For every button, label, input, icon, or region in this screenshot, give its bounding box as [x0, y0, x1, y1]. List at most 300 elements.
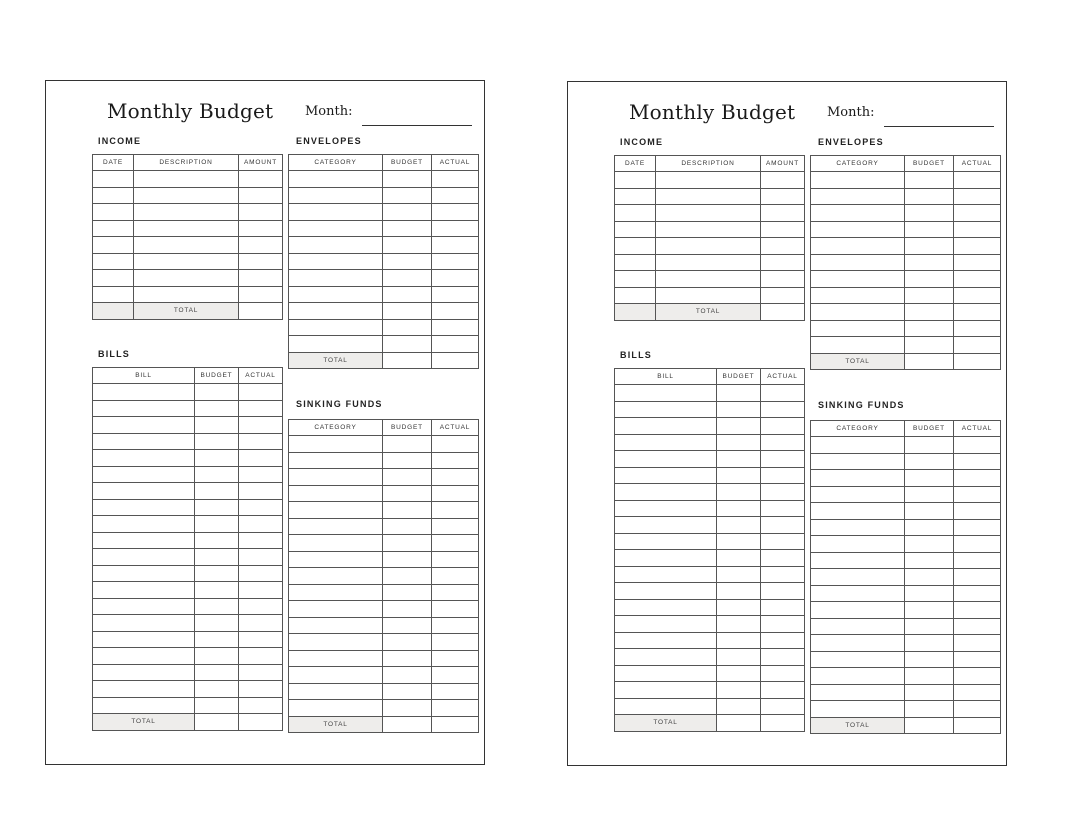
table-cell[interactable] — [954, 221, 1001, 238]
table-cell[interactable] — [239, 648, 283, 665]
table-cell[interactable] — [615, 172, 656, 189]
table-cell[interactable] — [615, 566, 717, 583]
table-cell[interactable] — [289, 237, 383, 254]
table-cell[interactable] — [93, 171, 134, 188]
table-cell[interactable] — [717, 451, 761, 468]
table-cell[interactable] — [134, 187, 239, 204]
table-cell[interactable] — [383, 683, 432, 700]
table-cell[interactable] — [811, 585, 905, 602]
table-cell[interactable] — [432, 667, 479, 684]
table-cell[interactable] — [954, 271, 1001, 288]
table-cell[interactable] — [954, 536, 1001, 553]
table-cell[interactable] — [289, 700, 383, 717]
table-cell[interactable] — [383, 502, 432, 519]
table-cell[interactable] — [615, 698, 717, 715]
table-cell[interactable] — [289, 187, 383, 204]
table-cell[interactable] — [239, 631, 283, 648]
table-cell[interactable] — [383, 452, 432, 469]
table-cell[interactable] — [905, 701, 954, 718]
table-cell[interactable] — [432, 551, 479, 568]
table-cell[interactable] — [954, 470, 1001, 487]
table-cell[interactable] — [289, 469, 383, 486]
table-cell[interactable] — [811, 486, 905, 503]
table-cell[interactable] — [432, 700, 479, 717]
table-cell[interactable] — [761, 172, 805, 189]
table-cell[interactable] — [134, 253, 239, 270]
table-cell[interactable] — [811, 172, 905, 189]
table-cell[interactable] — [905, 188, 954, 205]
table-cell[interactable] — [93, 582, 195, 599]
table-cell[interactable] — [289, 535, 383, 552]
table-cell[interactable] — [954, 552, 1001, 569]
table-cell[interactable] — [905, 453, 954, 470]
table-cell[interactable] — [905, 271, 954, 288]
table-cell[interactable] — [195, 499, 239, 516]
table-cell[interactable] — [93, 237, 134, 254]
table-cell[interactable] — [761, 599, 805, 616]
table-cell[interactable] — [383, 253, 432, 270]
table-cell[interactable] — [656, 221, 761, 238]
table-cell[interactable] — [383, 187, 432, 204]
sinking-total-actual[interactable] — [432, 716, 479, 733]
table-cell[interactable] — [905, 221, 954, 238]
table-cell[interactable] — [239, 499, 283, 516]
table-cell[interactable] — [289, 253, 383, 270]
table-cell[interactable] — [432, 319, 479, 336]
table-cell[interactable] — [811, 304, 905, 321]
table-cell[interactable] — [432, 502, 479, 519]
table-cell[interactable] — [717, 500, 761, 517]
table-cell[interactable] — [761, 238, 805, 255]
table-cell[interactable] — [954, 254, 1001, 271]
table-cell[interactable] — [432, 253, 479, 270]
table-cell[interactable] — [656, 188, 761, 205]
table-cell[interactable] — [811, 618, 905, 635]
table-cell[interactable] — [239, 549, 283, 566]
table-cell[interactable] — [239, 187, 283, 204]
table-cell[interactable] — [761, 467, 805, 484]
table-cell[interactable] — [289, 584, 383, 601]
table-cell[interactable] — [905, 304, 954, 321]
table-cell[interactable] — [905, 254, 954, 271]
table-cell[interactable] — [289, 683, 383, 700]
table-cell[interactable] — [432, 535, 479, 552]
table-cell[interactable] — [717, 484, 761, 501]
table-cell[interactable] — [239, 220, 283, 237]
table-cell[interactable] — [954, 172, 1001, 189]
table-cell[interactable] — [195, 384, 239, 401]
table-cell[interactable] — [615, 632, 717, 649]
table-cell[interactable] — [239, 516, 283, 533]
table-cell[interactable] — [93, 187, 134, 204]
table-cell[interactable] — [905, 602, 954, 619]
table-cell[interactable] — [93, 253, 134, 270]
table-cell[interactable] — [383, 286, 432, 303]
table-cell[interactable] — [383, 584, 432, 601]
table-cell[interactable] — [811, 188, 905, 205]
table-cell[interactable] — [761, 632, 805, 649]
table-cell[interactable] — [615, 434, 717, 451]
table-cell[interactable] — [615, 205, 656, 222]
table-cell[interactable] — [195, 664, 239, 681]
table-cell[interactable] — [383, 270, 432, 287]
table-cell[interactable] — [432, 204, 479, 221]
table-cell[interactable] — [811, 205, 905, 222]
table-cell[interactable] — [717, 698, 761, 715]
table-cell[interactable] — [93, 615, 195, 632]
table-cell[interactable] — [811, 287, 905, 304]
table-cell[interactable] — [954, 486, 1001, 503]
table-cell[interactable] — [905, 486, 954, 503]
bills-total-actual[interactable] — [239, 714, 283, 731]
table-cell[interactable] — [134, 171, 239, 188]
table-cell[interactable] — [615, 271, 656, 288]
table-cell[interactable] — [905, 651, 954, 668]
table-cell[interactable] — [239, 598, 283, 615]
table-cell[interactable] — [615, 682, 717, 699]
table-cell[interactable] — [432, 568, 479, 585]
table-cell[interactable] — [239, 286, 283, 303]
table-cell[interactable] — [383, 204, 432, 221]
table-cell[interactable] — [432, 171, 479, 188]
table-cell[interactable] — [954, 602, 1001, 619]
table-cell[interactable] — [432, 452, 479, 469]
table-cell[interactable] — [761, 665, 805, 682]
table-cell[interactable] — [811, 254, 905, 271]
table-cell[interactable] — [761, 188, 805, 205]
bills-total-actual[interactable] — [761, 715, 805, 732]
table-cell[interactable] — [289, 319, 383, 336]
table-cell[interactable] — [239, 483, 283, 500]
table-cell[interactable] — [289, 518, 383, 535]
table-cell[interactable] — [289, 634, 383, 651]
table-cell[interactable] — [761, 385, 805, 402]
table-cell[interactable] — [383, 700, 432, 717]
table-cell[interactable] — [289, 667, 383, 684]
table-cell[interactable] — [615, 517, 717, 534]
table-cell[interactable] — [93, 483, 195, 500]
table-cell[interactable] — [954, 651, 1001, 668]
table-cell[interactable] — [615, 221, 656, 238]
sinking-total-actual[interactable] — [954, 717, 1001, 734]
table-cell[interactable] — [615, 550, 717, 567]
table-cell[interactable] — [761, 221, 805, 238]
table-cell[interactable] — [289, 286, 383, 303]
table-cell[interactable] — [93, 499, 195, 516]
table-cell[interactable] — [239, 565, 283, 582]
sinking-total-budget[interactable] — [905, 717, 954, 734]
table-cell[interactable] — [954, 684, 1001, 701]
table-cell[interactable] — [811, 569, 905, 586]
table-cell[interactable] — [93, 466, 195, 483]
table-cell[interactable] — [656, 238, 761, 255]
table-cell[interactable] — [93, 384, 195, 401]
table-cell[interactable] — [761, 517, 805, 534]
table-cell[interactable] — [761, 205, 805, 222]
table-cell[interactable] — [239, 204, 283, 221]
table-cell[interactable] — [954, 453, 1001, 470]
table-cell[interactable] — [432, 650, 479, 667]
table-cell[interactable] — [761, 500, 805, 517]
table-cell[interactable] — [761, 451, 805, 468]
table-cell[interactable] — [195, 400, 239, 417]
table-cell[interactable] — [811, 701, 905, 718]
table-cell[interactable] — [195, 697, 239, 714]
table-cell[interactable] — [195, 615, 239, 632]
table-cell[interactable] — [615, 238, 656, 255]
table-cell[interactable] — [811, 602, 905, 619]
table-cell[interactable] — [383, 171, 432, 188]
table-cell[interactable] — [432, 485, 479, 502]
table-cell[interactable] — [239, 697, 283, 714]
table-cell[interactable] — [656, 205, 761, 222]
table-cell[interactable] — [289, 551, 383, 568]
table-cell[interactable] — [134, 204, 239, 221]
table-cell[interactable] — [811, 337, 905, 354]
table-cell[interactable] — [717, 665, 761, 682]
month-entry-line[interactable] — [884, 126, 994, 127]
table-cell[interactable] — [93, 681, 195, 698]
table-cell[interactable] — [383, 617, 432, 634]
table-cell[interactable] — [289, 568, 383, 585]
table-cell[interactable] — [383, 436, 432, 453]
table-cell[interactable] — [615, 385, 717, 402]
table-cell[interactable] — [93, 433, 195, 450]
table-cell[interactable] — [717, 401, 761, 418]
table-cell[interactable] — [954, 337, 1001, 354]
table-cell[interactable] — [905, 503, 954, 520]
table-cell[interactable] — [383, 303, 432, 320]
table-cell[interactable] — [289, 336, 383, 353]
envelopes-total-actual[interactable] — [954, 353, 1001, 370]
table-cell[interactable] — [717, 467, 761, 484]
table-cell[interactable] — [811, 503, 905, 520]
table-cell[interactable] — [905, 585, 954, 602]
table-cell[interactable] — [195, 648, 239, 665]
table-cell[interactable] — [93, 400, 195, 417]
table-cell[interactable] — [383, 518, 432, 535]
table-cell[interactable] — [93, 532, 195, 549]
table-cell[interactable] — [383, 601, 432, 618]
table-cell[interactable] — [615, 484, 717, 501]
table-cell[interactable] — [615, 649, 717, 666]
table-cell[interactable] — [954, 304, 1001, 321]
table-cell[interactable] — [905, 205, 954, 222]
table-cell[interactable] — [432, 469, 479, 486]
table-cell[interactable] — [432, 584, 479, 601]
table-cell[interactable] — [811, 684, 905, 701]
table-cell[interactable] — [761, 533, 805, 550]
table-cell[interactable] — [717, 566, 761, 583]
table-cell[interactable] — [761, 550, 805, 567]
table-cell[interactable] — [195, 565, 239, 582]
table-cell[interactable] — [905, 684, 954, 701]
table-cell[interactable] — [954, 569, 1001, 586]
table-cell[interactable] — [615, 665, 717, 682]
table-cell[interactable] — [289, 650, 383, 667]
income-total-amount[interactable] — [239, 303, 283, 320]
table-cell[interactable] — [195, 598, 239, 615]
table-cell[interactable] — [432, 270, 479, 287]
table-cell[interactable] — [134, 270, 239, 287]
table-cell[interactable] — [195, 582, 239, 599]
table-cell[interactable] — [954, 668, 1001, 685]
table-cell[interactable] — [289, 171, 383, 188]
table-cell[interactable] — [717, 418, 761, 435]
table-cell[interactable] — [761, 254, 805, 271]
table-cell[interactable] — [289, 452, 383, 469]
table-cell[interactable] — [289, 617, 383, 634]
table-cell[interactable] — [717, 599, 761, 616]
table-cell[interactable] — [905, 635, 954, 652]
table-cell[interactable] — [811, 519, 905, 536]
table-cell[interactable] — [93, 204, 134, 221]
table-cell[interactable] — [954, 287, 1001, 304]
table-cell[interactable] — [811, 536, 905, 553]
table-cell[interactable] — [717, 533, 761, 550]
table-cell[interactable] — [383, 469, 432, 486]
table-cell[interactable] — [905, 172, 954, 189]
table-cell[interactable] — [761, 649, 805, 666]
table-cell[interactable] — [239, 433, 283, 450]
table-cell[interactable] — [615, 401, 717, 418]
table-cell[interactable] — [432, 617, 479, 634]
table-cell[interactable] — [761, 698, 805, 715]
table-cell[interactable] — [761, 401, 805, 418]
table-cell[interactable] — [239, 681, 283, 698]
table-cell[interactable] — [811, 552, 905, 569]
table-cell[interactable] — [761, 418, 805, 435]
table-cell[interactable] — [615, 500, 717, 517]
table-cell[interactable] — [717, 434, 761, 451]
table-cell[interactable] — [717, 632, 761, 649]
table-cell[interactable] — [615, 467, 717, 484]
table-cell[interactable] — [761, 434, 805, 451]
table-cell[interactable] — [615, 599, 717, 616]
table-cell[interactable] — [954, 701, 1001, 718]
table-cell[interactable] — [239, 450, 283, 467]
table-cell[interactable] — [905, 519, 954, 536]
table-cell[interactable] — [717, 682, 761, 699]
table-cell[interactable] — [239, 270, 283, 287]
table-cell[interactable] — [432, 220, 479, 237]
table-cell[interactable] — [93, 450, 195, 467]
table-cell[interactable] — [905, 668, 954, 685]
table-cell[interactable] — [432, 187, 479, 204]
table-cell[interactable] — [761, 287, 805, 304]
table-cell[interactable] — [93, 697, 195, 714]
table-cell[interactable] — [954, 519, 1001, 536]
table-cell[interactable] — [239, 582, 283, 599]
table-cell[interactable] — [761, 566, 805, 583]
table-cell[interactable] — [289, 485, 383, 502]
table-cell[interactable] — [905, 536, 954, 553]
table-cell[interactable] — [615, 616, 717, 633]
table-cell[interactable] — [761, 484, 805, 501]
table-cell[interactable] — [656, 172, 761, 189]
table-cell[interactable] — [432, 683, 479, 700]
table-cell[interactable] — [615, 188, 656, 205]
table-cell[interactable] — [195, 417, 239, 434]
table-cell[interactable] — [811, 221, 905, 238]
table-cell[interactable] — [289, 601, 383, 618]
table-cell[interactable] — [954, 205, 1001, 222]
table-cell[interactable] — [93, 286, 134, 303]
table-cell[interactable] — [239, 400, 283, 417]
table-cell[interactable] — [432, 634, 479, 651]
table-cell[interactable] — [905, 618, 954, 635]
table-cell[interactable] — [761, 616, 805, 633]
table-cell[interactable] — [717, 616, 761, 633]
table-cell[interactable] — [93, 598, 195, 615]
table-cell[interactable] — [383, 336, 432, 353]
table-cell[interactable] — [717, 385, 761, 402]
table-cell[interactable] — [615, 533, 717, 550]
table-cell[interactable] — [615, 418, 717, 435]
table-cell[interactable] — [905, 238, 954, 255]
table-cell[interactable] — [195, 450, 239, 467]
table-cell[interactable] — [383, 650, 432, 667]
table-cell[interactable] — [954, 635, 1001, 652]
table-cell[interactable] — [239, 237, 283, 254]
table-cell[interactable] — [239, 664, 283, 681]
table-cell[interactable] — [954, 618, 1001, 635]
table-cell[interactable] — [811, 470, 905, 487]
table-cell[interactable] — [93, 549, 195, 566]
table-cell[interactable] — [93, 565, 195, 582]
table-cell[interactable] — [134, 286, 239, 303]
table-cell[interactable] — [195, 549, 239, 566]
table-cell[interactable] — [432, 601, 479, 618]
table-cell[interactable] — [811, 668, 905, 685]
table-cell[interactable] — [383, 568, 432, 585]
table-cell[interactable] — [905, 320, 954, 337]
table-cell[interactable] — [615, 583, 717, 600]
table-cell[interactable] — [93, 664, 195, 681]
table-cell[interactable] — [905, 552, 954, 569]
table-cell[interactable] — [383, 667, 432, 684]
table-cell[interactable] — [134, 237, 239, 254]
table-cell[interactable] — [717, 649, 761, 666]
table-cell[interactable] — [383, 485, 432, 502]
table-cell[interactable] — [289, 270, 383, 287]
table-cell[interactable] — [811, 271, 905, 288]
table-cell[interactable] — [811, 238, 905, 255]
month-entry-line[interactable] — [362, 125, 472, 126]
table-cell[interactable] — [717, 550, 761, 567]
table-cell[interactable] — [615, 254, 656, 271]
table-cell[interactable] — [93, 631, 195, 648]
table-cell[interactable] — [432, 237, 479, 254]
table-cell[interactable] — [432, 336, 479, 353]
envelopes-total-actual[interactable] — [432, 352, 479, 369]
table-cell[interactable] — [93, 220, 134, 237]
table-cell[interactable] — [811, 453, 905, 470]
sinking-total-budget[interactable] — [383, 716, 432, 733]
envelopes-total-budget[interactable] — [383, 352, 432, 369]
table-cell[interactable] — [954, 238, 1001, 255]
table-cell[interactable] — [195, 466, 239, 483]
table-cell[interactable] — [656, 287, 761, 304]
table-cell[interactable] — [905, 287, 954, 304]
bills-total-budget[interactable] — [195, 714, 239, 731]
table-cell[interactable] — [93, 417, 195, 434]
table-cell[interactable] — [239, 466, 283, 483]
table-cell[interactable] — [383, 551, 432, 568]
table-cell[interactable] — [954, 188, 1001, 205]
table-cell[interactable] — [289, 502, 383, 519]
table-cell[interactable] — [383, 220, 432, 237]
